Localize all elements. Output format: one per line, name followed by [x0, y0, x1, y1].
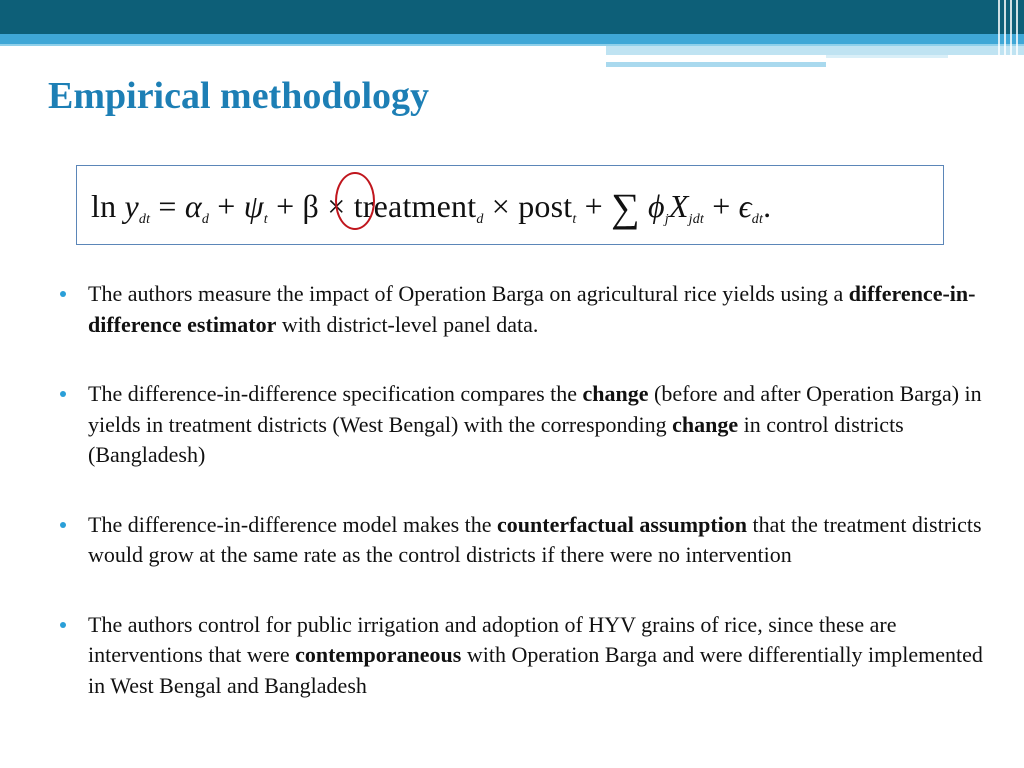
bullet-item: The authors control for public irrigation and adoption of HYV grains of rice, since these are interventions that were contemporaneous with Operation Barga and were differentially implemented in West Bengal and Bangladesh [60, 610, 990, 702]
bullet-icon [60, 291, 66, 297]
header-band-light [0, 34, 1024, 44]
bullet-icon [60, 522, 66, 528]
equation-box [76, 165, 944, 245]
decor-strip [826, 55, 948, 58]
decor-strip [606, 46, 1024, 55]
bullet-icon [60, 622, 66, 628]
bullet-icon [60, 391, 66, 397]
decor-lines [994, 0, 1024, 70]
header-band-dark [0, 0, 1024, 34]
beta-coefficient: β [302, 188, 320, 224]
bullet-list [60, 279, 990, 740]
bullet-item: The difference-in-difference specification compares the change (before and after Operation Barga) in yields in treatment districts (West Bengal) with the corresponding change in control districts (Bangladesh) [60, 379, 990, 471]
bullet-item: The authors measure the impact of Operation Barga on agricultural rice yields using a difference-in-difference estimator with district-level panel data. [60, 279, 990, 340]
regression-equation: $\ln y_{dt} = \alpha_d + \psi_t + \beta$ × treatment$_d$ × post$_t$ + ∑ $\phi_jX_{jdt} + \epsilon_{dt}$. [91, 185, 772, 230]
beta-highlight-circle [335, 172, 375, 230]
decor-strip [606, 62, 826, 67]
bullet-item: The difference-in-difference model makes the counterfactual assumption that the treatment districts would grow at the same rate as the control districts if there were no intervention [60, 510, 990, 571]
slide-title: Empirical methodology [48, 75, 430, 117]
